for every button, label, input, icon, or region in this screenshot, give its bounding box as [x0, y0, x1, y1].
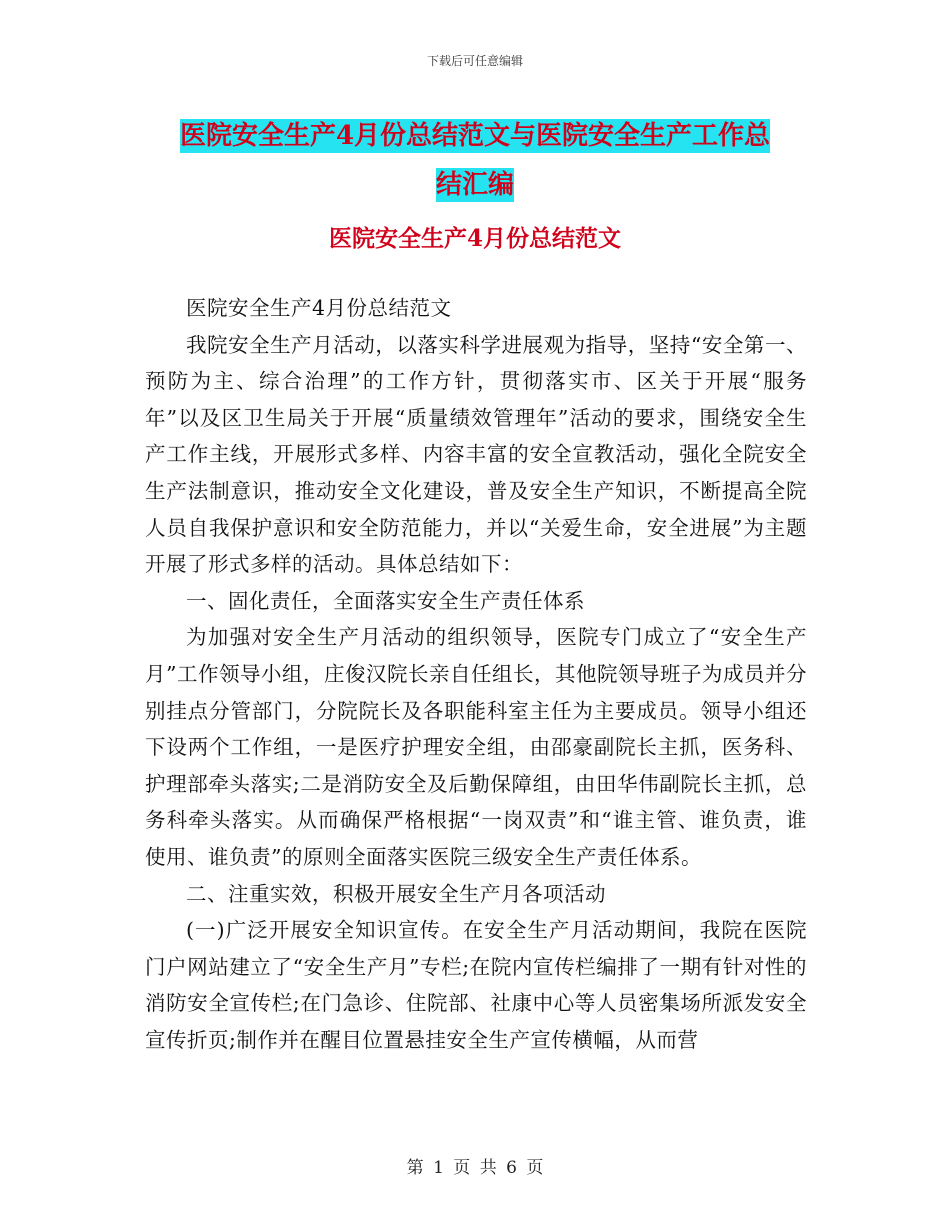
- paragraph-heading: 二、注重实效，积极开展安全生产月各项活动: [186, 881, 606, 906]
- document-title: [0, 112, 950, 210]
- paragraph-heading: 一、固化责任，全面落实安全生产责任体系: [186, 588, 585, 613]
- title-line-2: 结汇编: [435, 170, 514, 200]
- title-line-1: 医院安全生产4月份总结范文与医院安全生产工作总: [179, 121, 771, 151]
- document-body: [145, 290, 807, 1058]
- section-title: 医院安全生产4月份总结范文: [328, 225, 621, 252]
- header-note: 下载后可任意编辑: [426, 54, 523, 68]
- paragraph: 医院安全生产4月份总结范文: [186, 296, 452, 320]
- page-footer: 第 1 页 共 6 页: [406, 1158, 544, 1178]
- paragraph: 为加强对安全生产月活动的组织领导，医院专门成立了“安全生产月”工作领导小组，庄俊汉院长亲自任组长，其他院领导班子为成员并分别挂点分管部门，分院院长及各职能科室主任为主要成员。领导小组还下设两个工作组，一是医疗护理安全组，由邵豪副院长主抓，医务科、护理部牵头落实;二是消防安全及后勤保障组，由田华伟副院长主抓，总务科牵头落实。从而确保严格根据“一岗双责”和“谁主管、谁负责，谁使用、谁负责”的原则全面落实医院三级安全生产责任体系。: [145, 625, 807, 869]
- paragraph: 我院安全生产月活动，以落实科学进展观为指导，坚持“安全第一、预防为主、综合治理”的工作方针，贯彻落实市、区关于开展“服务年”以及区卫生局关于开展“质量绩效管理年”活动的要求，围绕安全生产工作主线，开展形式多样、内容丰富的安全宣教活动，强化全院安全生产法制意识，推动安全文化建设，普及安全生产知识，不断提高全院人员自我保护意识和安全防范能力，并以“关爱生命，安全进展”为主题开展了形式多样的活动。具体总结如下：: [145, 332, 807, 577]
- paragraph: (一)广泛开展安全知识宣传。在安全生产月活动期间，我院在医院门户网站建立了“安全生产月”专栏;在院内宣传栏编排了一期有针对性的消防安全宣传栏;在门急诊、住院部、社康中心等人员密集场所派发安全宣传折页;制作并在醒目位置悬挂安全生产宣传横幅，从而营: [145, 918, 807, 1052]
